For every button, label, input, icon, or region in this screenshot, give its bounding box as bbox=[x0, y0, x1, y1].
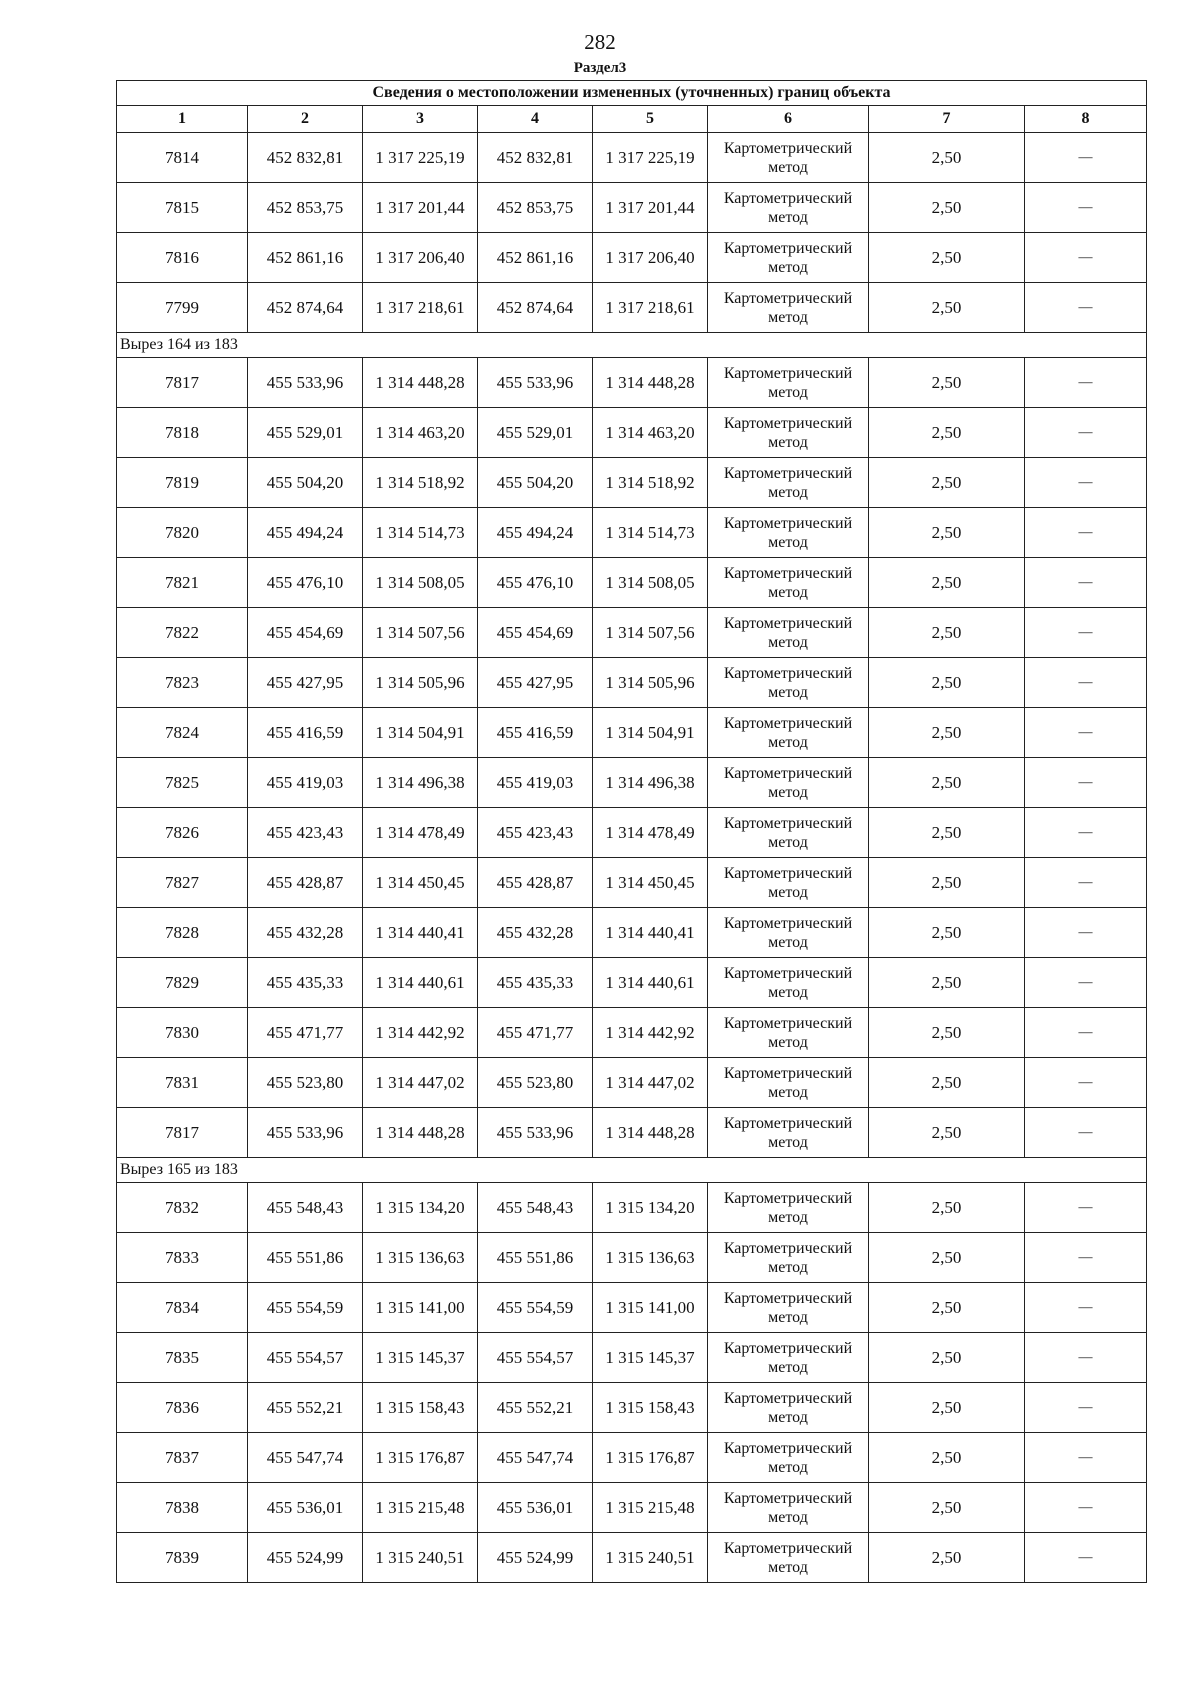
description-cell: — bbox=[1025, 758, 1147, 808]
y-existing-cell: 1 317 218,61 bbox=[363, 283, 478, 333]
point-number-cell: 7828 bbox=[117, 908, 248, 958]
method-cell: Картометрический метод bbox=[708, 458, 869, 508]
y-existing-cell: 1 314 463,20 bbox=[363, 408, 478, 458]
y-new-cell: 1 314 508,05 bbox=[593, 558, 708, 608]
method-cell: Картометрический метод bbox=[708, 183, 869, 233]
y-new-cell: 1 314 518,92 bbox=[593, 458, 708, 508]
y-new-cell: 1 314 448,28 bbox=[593, 358, 708, 408]
y-new-cell: 1 317 218,61 bbox=[593, 283, 708, 333]
method-cell: Картометрический метод bbox=[708, 958, 869, 1008]
x-existing-cell: 452 832,81 bbox=[248, 133, 363, 183]
description-cell: — bbox=[1025, 908, 1147, 958]
x-existing-cell: 455 428,87 bbox=[248, 858, 363, 908]
y-existing-cell: 1 314 514,73 bbox=[363, 508, 478, 558]
point-number-cell: 7817 bbox=[117, 358, 248, 408]
point-number-cell: 7823 bbox=[117, 658, 248, 708]
y-existing-cell: 1 315 176,87 bbox=[363, 1433, 478, 1483]
accuracy-cell: 2,50 bbox=[869, 708, 1025, 758]
description-cell: — bbox=[1025, 1383, 1147, 1433]
table-row bbox=[117, 1533, 1147, 1583]
accuracy-cell: 2,50 bbox=[869, 1233, 1025, 1283]
x-existing-cell: 455 416,59 bbox=[248, 708, 363, 758]
method-cell: Картометрический метод bbox=[708, 1233, 869, 1283]
x-existing-cell: 455 471,77 bbox=[248, 1008, 363, 1058]
table-row bbox=[117, 508, 1147, 558]
x-new-cell: 452 874,64 bbox=[478, 283, 593, 333]
point-number-cell: 7826 bbox=[117, 808, 248, 858]
y-new-cell: 1 314 463,20 bbox=[593, 408, 708, 458]
y-new-cell: 1 314 447,02 bbox=[593, 1058, 708, 1108]
accuracy-cell: 2,50 bbox=[869, 283, 1025, 333]
y-new-cell: 1 314 496,38 bbox=[593, 758, 708, 808]
x-existing-cell: 455 551,86 bbox=[248, 1233, 363, 1283]
method-cell: Картометрический метод bbox=[708, 1483, 869, 1533]
description-cell: — bbox=[1025, 233, 1147, 283]
table-row bbox=[117, 908, 1147, 958]
method-cell: Картометрический метод bbox=[708, 1383, 869, 1433]
table-row bbox=[117, 1183, 1147, 1233]
y-new-cell: 1 314 440,61 bbox=[593, 958, 708, 1008]
point-number-cell: 7818 bbox=[117, 408, 248, 458]
x-new-cell: 452 853,75 bbox=[478, 183, 593, 233]
point-number-cell: 7815 bbox=[117, 183, 248, 233]
y-existing-cell: 1 314 507,56 bbox=[363, 608, 478, 658]
description-cell: — bbox=[1025, 1283, 1147, 1333]
method-cell: Картометрический метод bbox=[708, 758, 869, 808]
y-existing-cell: 1 314 448,28 bbox=[363, 358, 478, 408]
point-number-cell: 7834 bbox=[117, 1283, 248, 1333]
description-cell: — bbox=[1025, 133, 1147, 183]
column-number: 5 bbox=[593, 106, 708, 133]
y-existing-cell: 1 315 240,51 bbox=[363, 1533, 478, 1583]
x-existing-cell: 455 536,01 bbox=[248, 1483, 363, 1533]
point-number-cell: 7821 bbox=[117, 558, 248, 608]
point-number-cell: 7814 bbox=[117, 133, 248, 183]
accuracy-cell: 2,50 bbox=[869, 458, 1025, 508]
description-cell: — bbox=[1025, 183, 1147, 233]
x-existing-cell: 455 548,43 bbox=[248, 1183, 363, 1233]
section-label: Вырез 165 из 183 bbox=[117, 1158, 1147, 1183]
description-cell: — bbox=[1025, 1008, 1147, 1058]
description-cell: — bbox=[1025, 358, 1147, 408]
table-row bbox=[117, 1283, 1147, 1333]
description-cell: — bbox=[1025, 808, 1147, 858]
description-cell: — bbox=[1025, 1333, 1147, 1383]
accuracy-cell: 2,50 bbox=[869, 1383, 1025, 1433]
table-row bbox=[117, 283, 1147, 333]
method-cell: Картометрический метод bbox=[708, 1183, 869, 1233]
y-new-cell: 1 315 158,43 bbox=[593, 1383, 708, 1433]
y-new-cell: 1 315 141,00 bbox=[593, 1283, 708, 1333]
point-number-cell: 7833 bbox=[117, 1233, 248, 1283]
point-number-cell: 7827 bbox=[117, 858, 248, 908]
accuracy-cell: 2,50 bbox=[869, 233, 1025, 283]
point-number-cell: 7816 bbox=[117, 233, 248, 283]
point-number-cell: 7819 bbox=[117, 458, 248, 508]
y-new-cell: 1 315 134,20 bbox=[593, 1183, 708, 1233]
y-existing-cell: 1 315 134,20 bbox=[363, 1183, 478, 1233]
accuracy-cell: 2,50 bbox=[869, 408, 1025, 458]
accuracy-cell: 2,50 bbox=[869, 508, 1025, 558]
x-new-cell: 455 432,28 bbox=[478, 908, 593, 958]
x-existing-cell: 455 423,43 bbox=[248, 808, 363, 858]
y-existing-cell: 1 314 496,38 bbox=[363, 758, 478, 808]
x-new-cell: 455 536,01 bbox=[478, 1483, 593, 1533]
x-new-cell: 455 427,95 bbox=[478, 658, 593, 708]
y-existing-cell: 1 314 478,49 bbox=[363, 808, 478, 858]
y-new-cell: 1 314 514,73 bbox=[593, 508, 708, 558]
y-new-cell: 1 314 478,49 bbox=[593, 808, 708, 858]
method-cell: Картометрический метод bbox=[708, 1433, 869, 1483]
y-existing-cell: 1 314 505,96 bbox=[363, 658, 478, 708]
column-number: 1 bbox=[117, 106, 248, 133]
y-existing-cell: 1 315 145,37 bbox=[363, 1333, 478, 1383]
column-number: 6 bbox=[708, 106, 869, 133]
description-cell: — bbox=[1025, 1183, 1147, 1233]
table-row bbox=[117, 708, 1147, 758]
x-new-cell: 455 547,74 bbox=[478, 1433, 593, 1483]
table-row bbox=[117, 1108, 1147, 1158]
method-cell: Картометрический метод bbox=[708, 1108, 869, 1158]
section-label: Вырез 164 из 183 bbox=[117, 333, 1147, 358]
description-cell: — bbox=[1025, 458, 1147, 508]
y-new-cell: 1 317 206,40 bbox=[593, 233, 708, 283]
y-existing-cell: 1 315 141,00 bbox=[363, 1283, 478, 1333]
table-row bbox=[117, 758, 1147, 808]
point-number-cell: 7799 bbox=[117, 283, 248, 333]
point-number-cell: 7824 bbox=[117, 708, 248, 758]
method-cell: Картометрический метод bbox=[708, 508, 869, 558]
method-cell: Картометрический метод bbox=[708, 1533, 869, 1583]
method-cell: Картометрический метод bbox=[708, 1283, 869, 1333]
x-existing-cell: 455 454,69 bbox=[248, 608, 363, 658]
accuracy-cell: 2,50 bbox=[869, 1483, 1025, 1533]
x-new-cell: 455 476,10 bbox=[478, 558, 593, 608]
x-new-cell: 455 533,96 bbox=[478, 358, 593, 408]
point-number-cell: 7839 bbox=[117, 1533, 248, 1583]
x-new-cell: 455 554,57 bbox=[478, 1333, 593, 1383]
x-existing-cell: 455 529,01 bbox=[248, 408, 363, 458]
column-number: 2 bbox=[248, 106, 363, 133]
point-number-cell: 7822 bbox=[117, 608, 248, 658]
accuracy-cell: 2,50 bbox=[869, 658, 1025, 708]
y-new-cell: 1 314 450,45 bbox=[593, 858, 708, 908]
y-existing-cell: 1 315 136,63 bbox=[363, 1233, 478, 1283]
x-new-cell: 455 529,01 bbox=[478, 408, 593, 458]
x-new-cell: 455 554,59 bbox=[478, 1283, 593, 1333]
description-cell: — bbox=[1025, 658, 1147, 708]
table-title: Сведения о местоположении измененных (уточненных) границ объекта bbox=[117, 81, 1147, 106]
method-cell: Картометрический метод bbox=[708, 558, 869, 608]
table-row bbox=[117, 658, 1147, 708]
point-number-cell: 7832 bbox=[117, 1183, 248, 1233]
y-existing-cell: 1 314 518,92 bbox=[363, 458, 478, 508]
y-existing-cell: 1 317 206,40 bbox=[363, 233, 478, 283]
x-new-cell: 455 504,20 bbox=[478, 458, 593, 508]
description-cell: — bbox=[1025, 408, 1147, 458]
table-row bbox=[117, 1058, 1147, 1108]
column-number-row bbox=[117, 106, 1147, 133]
method-cell: Картометрический метод bbox=[708, 908, 869, 958]
point-number-cell: 7830 bbox=[117, 1008, 248, 1058]
x-new-cell: 455 435,33 bbox=[478, 958, 593, 1008]
x-existing-cell: 455 476,10 bbox=[248, 558, 363, 608]
accuracy-cell: 2,50 bbox=[869, 1008, 1025, 1058]
column-number: 7 bbox=[869, 106, 1025, 133]
y-new-cell: 1 315 215,48 bbox=[593, 1483, 708, 1533]
x-existing-cell: 455 432,28 bbox=[248, 908, 363, 958]
accuracy-cell: 2,50 bbox=[869, 1333, 1025, 1383]
method-cell: Картометрический метод bbox=[708, 133, 869, 183]
point-number-cell: 7831 bbox=[117, 1058, 248, 1108]
y-new-cell: 1 314 440,41 bbox=[593, 908, 708, 958]
accuracy-cell: 2,50 bbox=[869, 808, 1025, 858]
y-existing-cell: 1 314 440,61 bbox=[363, 958, 478, 1008]
column-number: 4 bbox=[478, 106, 593, 133]
description-cell: — bbox=[1025, 508, 1147, 558]
point-number-cell: 7837 bbox=[117, 1433, 248, 1483]
table-row bbox=[117, 958, 1147, 1008]
table-row bbox=[117, 1433, 1147, 1483]
x-existing-cell: 452 853,75 bbox=[248, 183, 363, 233]
x-new-cell: 455 551,86 bbox=[478, 1233, 593, 1283]
y-new-cell: 1 315 176,87 bbox=[593, 1433, 708, 1483]
accuracy-cell: 2,50 bbox=[869, 183, 1025, 233]
y-new-cell: 1 317 225,19 bbox=[593, 133, 708, 183]
method-cell: Картометрический метод bbox=[708, 1333, 869, 1383]
description-cell: — bbox=[1025, 708, 1147, 758]
y-new-cell: 1 314 448,28 bbox=[593, 1108, 708, 1158]
y-new-cell: 1 314 504,91 bbox=[593, 708, 708, 758]
table-row bbox=[117, 1233, 1147, 1283]
point-number-cell: 7835 bbox=[117, 1333, 248, 1383]
accuracy-cell: 2,50 bbox=[869, 1283, 1025, 1333]
x-existing-cell: 455 533,96 bbox=[248, 1108, 363, 1158]
x-new-cell: 455 471,77 bbox=[478, 1008, 593, 1058]
accuracy-cell: 2,50 bbox=[869, 133, 1025, 183]
table-row bbox=[117, 1333, 1147, 1383]
description-cell: — bbox=[1025, 1433, 1147, 1483]
x-new-cell: 452 861,16 bbox=[478, 233, 593, 283]
description-cell: — bbox=[1025, 1108, 1147, 1158]
y-existing-cell: 1 314 440,41 bbox=[363, 908, 478, 958]
accuracy-cell: 2,50 bbox=[869, 908, 1025, 958]
table-row bbox=[117, 233, 1147, 283]
x-new-cell: 455 428,87 bbox=[478, 858, 593, 908]
point-number-cell: 7829 bbox=[117, 958, 248, 1008]
x-new-cell: 455 454,69 bbox=[478, 608, 593, 658]
method-cell: Картометрический метод bbox=[708, 658, 869, 708]
description-cell: — bbox=[1025, 1483, 1147, 1533]
x-existing-cell: 455 427,95 bbox=[248, 658, 363, 708]
page-number: 282 bbox=[584, 30, 616, 54]
method-cell: Картометрический метод bbox=[708, 608, 869, 658]
y-new-cell: 1 314 507,56 bbox=[593, 608, 708, 658]
y-new-cell: 1 314 505,96 bbox=[593, 658, 708, 708]
accuracy-cell: 2,50 bbox=[869, 858, 1025, 908]
table-row bbox=[117, 1008, 1147, 1058]
accuracy-cell: 2,50 bbox=[869, 1433, 1025, 1483]
method-cell: Картометрический метод bbox=[708, 283, 869, 333]
description-cell: — bbox=[1025, 958, 1147, 1008]
y-existing-cell: 1 317 201,44 bbox=[363, 183, 478, 233]
description-cell: — bbox=[1025, 608, 1147, 658]
x-new-cell: 455 552,21 bbox=[478, 1383, 593, 1433]
x-new-cell: 455 419,03 bbox=[478, 758, 593, 808]
description-cell: — bbox=[1025, 283, 1147, 333]
table-row bbox=[117, 608, 1147, 658]
point-number-cell: 7820 bbox=[117, 508, 248, 558]
x-existing-cell: 452 861,16 bbox=[248, 233, 363, 283]
method-cell: Картометрический метод bbox=[708, 1008, 869, 1058]
section-title: Раздел3 bbox=[573, 60, 627, 76]
y-existing-cell: 1 314 508,05 bbox=[363, 558, 478, 608]
table-row bbox=[117, 408, 1147, 458]
table-row bbox=[117, 558, 1147, 608]
boundary-table bbox=[116, 80, 1147, 1583]
y-existing-cell: 1 315 215,48 bbox=[363, 1483, 478, 1533]
y-new-cell: 1 315 240,51 bbox=[593, 1533, 708, 1583]
table-row bbox=[117, 358, 1147, 408]
x-existing-cell: 455 504,20 bbox=[248, 458, 363, 508]
y-new-cell: 1 315 145,37 bbox=[593, 1333, 708, 1383]
y-existing-cell: 1 317 225,19 bbox=[363, 133, 478, 183]
method-cell: Картометрический метод bbox=[708, 858, 869, 908]
x-existing-cell: 455 533,96 bbox=[248, 358, 363, 408]
method-cell: Картометрический метод bbox=[708, 708, 869, 758]
x-new-cell: 455 524,99 bbox=[478, 1533, 593, 1583]
x-new-cell: 455 548,43 bbox=[478, 1183, 593, 1233]
accuracy-cell: 2,50 bbox=[869, 1108, 1025, 1158]
x-new-cell: 455 533,96 bbox=[478, 1108, 593, 1158]
description-cell: — bbox=[1025, 1058, 1147, 1108]
table-row bbox=[117, 183, 1147, 233]
x-existing-cell: 455 552,21 bbox=[248, 1383, 363, 1433]
accuracy-cell: 2,50 bbox=[869, 358, 1025, 408]
x-new-cell: 455 494,24 bbox=[478, 508, 593, 558]
table-row bbox=[117, 808, 1147, 858]
x-existing-cell: 452 874,64 bbox=[248, 283, 363, 333]
description-cell: — bbox=[1025, 558, 1147, 608]
point-number-cell: 7838 bbox=[117, 1483, 248, 1533]
table-row bbox=[117, 1383, 1147, 1433]
x-existing-cell: 455 419,03 bbox=[248, 758, 363, 808]
x-new-cell: 455 416,59 bbox=[478, 708, 593, 758]
x-new-cell: 452 832,81 bbox=[478, 133, 593, 183]
point-number-cell: 7836 bbox=[117, 1383, 248, 1433]
point-number-cell: 7825 bbox=[117, 758, 248, 808]
column-number: 8 bbox=[1025, 106, 1147, 133]
table-row bbox=[117, 1483, 1147, 1533]
y-new-cell: 1 315 136,63 bbox=[593, 1233, 708, 1283]
y-new-cell: 1 317 201,44 bbox=[593, 183, 708, 233]
method-cell: Картометрический метод bbox=[708, 1058, 869, 1108]
method-cell: Картометрический метод bbox=[708, 408, 869, 458]
method-cell: Картометрический метод bbox=[708, 808, 869, 858]
x-existing-cell: 455 547,74 bbox=[248, 1433, 363, 1483]
method-cell: Картометрический метод bbox=[708, 358, 869, 408]
method-cell: Картометрический метод bbox=[708, 233, 869, 283]
y-existing-cell: 1 315 158,43 bbox=[363, 1383, 478, 1433]
y-existing-cell: 1 314 442,92 bbox=[363, 1008, 478, 1058]
description-cell: — bbox=[1025, 858, 1147, 908]
description-cell: — bbox=[1025, 1233, 1147, 1283]
section-row bbox=[117, 1158, 1147, 1183]
section-row bbox=[117, 333, 1147, 358]
accuracy-cell: 2,50 bbox=[869, 758, 1025, 808]
column-number: 3 bbox=[363, 106, 478, 133]
y-existing-cell: 1 314 504,91 bbox=[363, 708, 478, 758]
accuracy-cell: 2,50 bbox=[869, 1533, 1025, 1583]
x-existing-cell: 455 523,80 bbox=[248, 1058, 363, 1108]
accuracy-cell: 2,50 bbox=[869, 1183, 1025, 1233]
table-row bbox=[117, 458, 1147, 508]
accuracy-cell: 2,50 bbox=[869, 608, 1025, 658]
x-new-cell: 455 523,80 bbox=[478, 1058, 593, 1108]
table-row bbox=[117, 133, 1147, 183]
y-existing-cell: 1 314 447,02 bbox=[363, 1058, 478, 1108]
x-existing-cell: 455 554,57 bbox=[248, 1333, 363, 1383]
x-existing-cell: 455 494,24 bbox=[248, 508, 363, 558]
y-existing-cell: 1 314 448,28 bbox=[363, 1108, 478, 1158]
y-existing-cell: 1 314 450,45 bbox=[363, 858, 478, 908]
accuracy-cell: 2,50 bbox=[869, 558, 1025, 608]
x-existing-cell: 455 435,33 bbox=[248, 958, 363, 1008]
accuracy-cell: 2,50 bbox=[869, 958, 1025, 1008]
description-cell: — bbox=[1025, 1533, 1147, 1583]
table-row bbox=[117, 858, 1147, 908]
point-number-cell: 7817 bbox=[117, 1108, 248, 1158]
x-new-cell: 455 423,43 bbox=[478, 808, 593, 858]
x-existing-cell: 455 524,99 bbox=[248, 1533, 363, 1583]
y-new-cell: 1 314 442,92 bbox=[593, 1008, 708, 1058]
accuracy-cell: 2,50 bbox=[869, 1058, 1025, 1108]
x-existing-cell: 455 554,59 bbox=[248, 1283, 363, 1333]
